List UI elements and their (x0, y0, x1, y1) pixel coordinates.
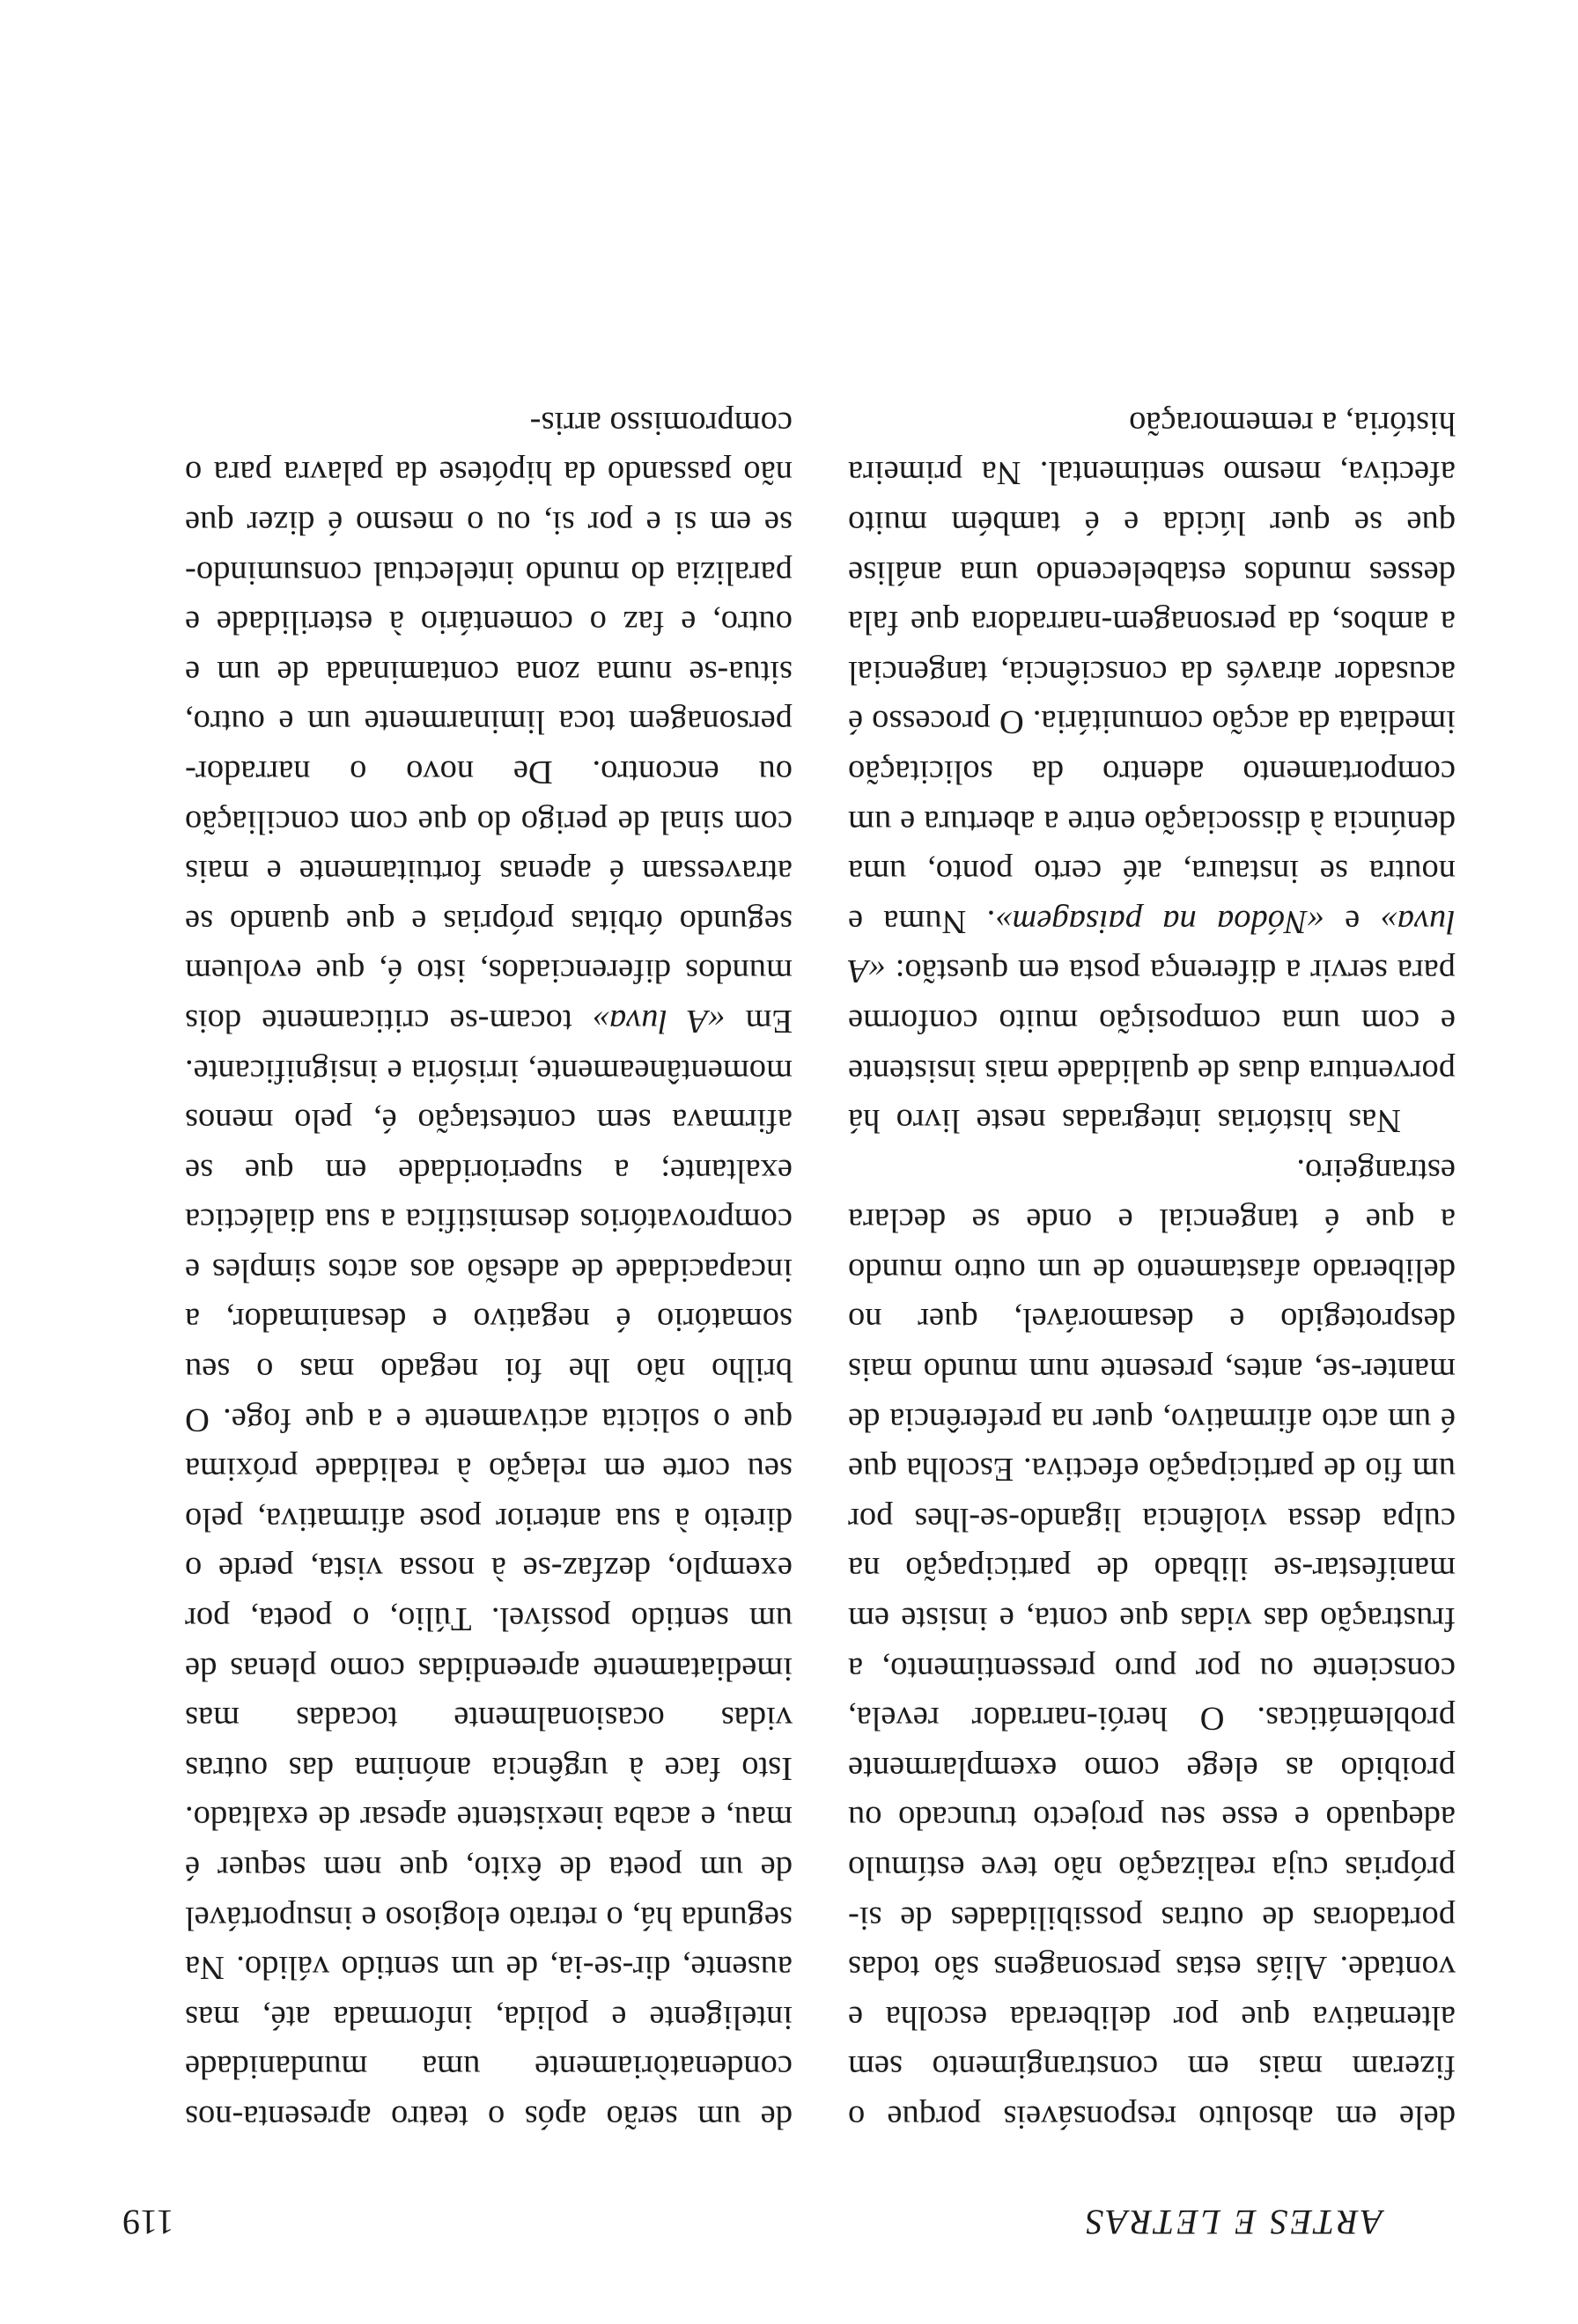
paragraph-text: de um serão após o teatro apresenta-nos condenatòriamente uma mundanidade inteligente e polida, informada até, mas ausente, dir-se-ia, de um sentido válido. Na segunda há, o retrato elogioso e insuportável de um poeta de êxito, que nem sequer é mau, e acaba inexistente apesar de exaltado. Isto face à urgência anónima das outras vidas ocasionalmente tocadas mas imediatamente apreendidas como plenas de um sentido possível. Túlio, o poeta, por exemplo, dezfaz-se à nossa vista, perde o direito à sua anterior pose afirmativa, pelo seu corte em relação à realidade próxima que o solicita activamente e a que foge. O brilho não lhe foi negado mas o seu somatório é negativo e desanimador, a incapacidade de adesão aos actos simples e comprovatórios desmistifica a sua dialéctica exaltante; a superioridade em que se afirmava sem contestação é, pelo menos momentâneamente, irrisória e insignificante. Em (185, 1002, 793, 2136)
paragraph (848, 1145, 1456, 2142)
paragraph-text: Nas histórias integradas neste livro há porventura duas de qualidade mais insistente e com uma composição muito conforme para servir a diferença posta em questão: (848, 952, 1456, 1140)
page-number: 119 (122, 2203, 174, 2242)
text-column-left (848, 398, 1456, 2142)
paragraph-text: tocam-se criticamente dois mundos diferenciados, isto é, que evoluem segundo órbitas próprias e que quando se atravessam é apenas fortuitamente e mais com sinal de perigo do que com conciliação ou encontro. De novo o narrador-personagem toca liminarmente um e outro, situa-se numa zona contaminada de um e outro, e faz o comentário à esterilidade e paralizia do mundo intelectual consumindo-se em si e por si, ou o mesmo é dizer que não passando da hipótese da palavra para o compromisso arris- (185, 404, 793, 1040)
page-header (122, 2201, 1383, 2243)
running-title: ARTES E LETRAS (1083, 2203, 1383, 2242)
paragraph-text: e (1324, 902, 1381, 940)
paragraph (848, 398, 1456, 1145)
story-title: «A luva» (592, 1002, 726, 1040)
paragraph (185, 398, 793, 2142)
paragraph-text: dele em absoluto responsáveis porque o fizeram mais em constrangimento sem alternativa que por deliberada escolha e vontade. Aliás estas personagens são todas portadoras de outras possibilidades de si-próprias cuja realização não teve estímulo adequado e esse seu projecto truncado ou proibido as elege como exemplarmente problemáticas. O herói-narrador revela, consciente ou por puro pressentimento, a frustração das vidas que conta, e insiste em manifestar-se ilibado de participação na culpa dessa violência ligando-se-lhes por um fio de participação efectiva. Escolha que é um acto afirmativo, quer na preferência de manter-se, antes, presente num mundo mais desprotegido e desamorável, quer no deliberado afastamento de um outro mundo a que é tangencial e onde se declara estrangeiro. (848, 1151, 1456, 2136)
paragraph-text: . Numa e noutra se instaura, até certo ponto, uma denúncia à dissociação entre a abertura e um comportamento adentro da solicitação imediata da acção comunitária. O processo é acusador através da consciência, tangencial a ambos, da personagem-narradora que fala desses mundos estabelecendo uma análise que se quer lúcida e é também muito afectiva, mesmo sentimental. Na primeira história, a rememoração (848, 404, 1456, 940)
story-title: «Nódoa na paisagem» (995, 902, 1324, 940)
text-column-right (185, 398, 793, 2142)
story-title: «A luva» (848, 902, 1456, 990)
